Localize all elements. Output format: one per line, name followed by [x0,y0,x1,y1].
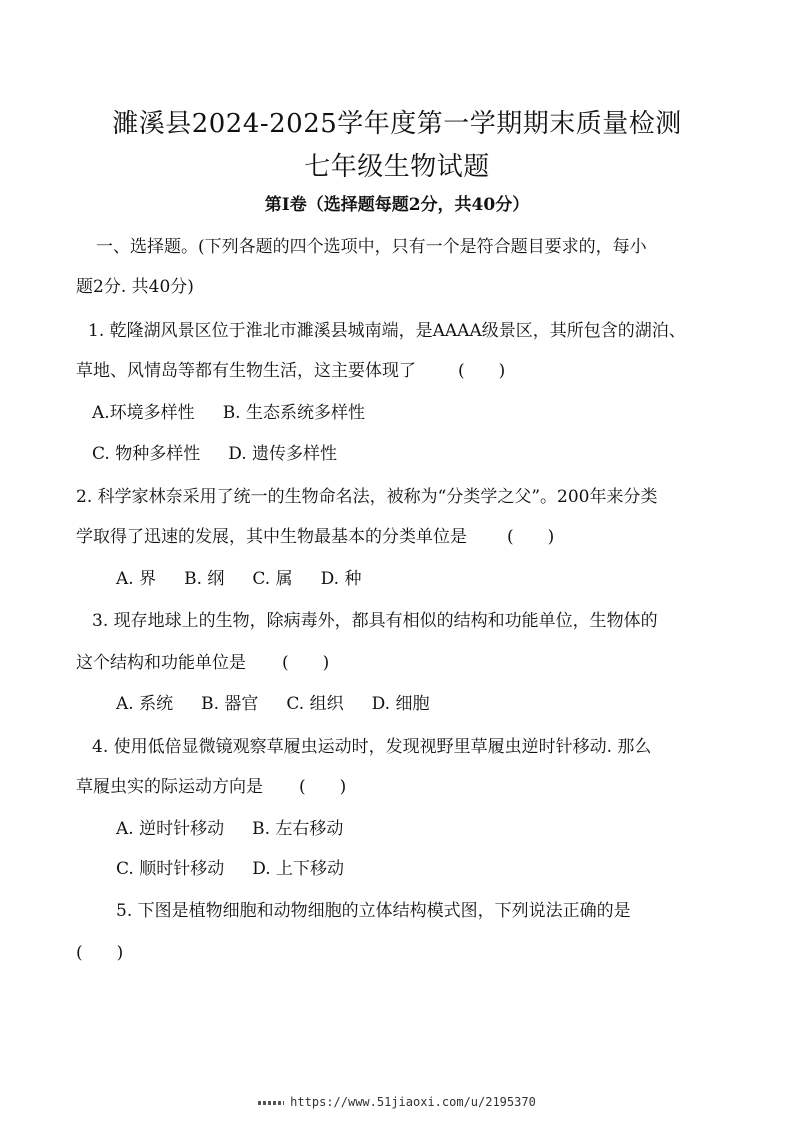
q4-stem-line-2 [76,772,346,797]
q3-option-c: C. 组织 [286,694,344,714]
q4-options-row-2 [116,854,372,879]
section-heading: 第Ⅰ卷（选择题每题2分，共40分） [264,195,530,215]
q5-stem-line-1: 5. 下图是植物细胞和动物细胞的立体结构模式图，下列说法正确的是 [116,901,631,921]
q2-options-row [116,564,389,589]
page-footer [0,1095,794,1109]
exam-title: 濉溪县2024-2025学年度第一学期期末质量检测 [112,109,682,139]
q1-options-row-2 [92,439,365,464]
q2-option-b: B. 纲 [184,569,225,589]
q2-option-d: D. 种 [320,569,362,589]
q3-stem-line-1: 3. 现存地球上的生物，除病毒外，都具有相似的结构和功能单位，生物体的 [92,611,658,631]
q1-stem-text: 草地、风情岛等都有生物生活，这主要体现了 [76,361,416,381]
q2-option-a: A. 界 [116,569,157,589]
q2-option-c: C. 属 [252,569,293,589]
exam-subtitle: 七年级生物试题 [304,152,490,182]
q4-stem-line-1: 4. 使用低倍显微镜观察草履虫运动时，发现视野里草履虫逆时针移动. 那么 [92,737,652,757]
watermark-stamp-icon [258,1101,284,1105]
q1-option-b: B. 生态系统多样性 [222,403,365,423]
q2-answer-blank: ( ) [507,527,555,547]
instructions-line-1: 一、选择题。(下列各题的四个选项中，只有一个是符合题目要求的，每小 [96,237,647,257]
footer-url: https://www.51jiaoxi.com/u/2195370 [290,1095,536,1109]
q3-answer-blank: ( ) [282,653,330,673]
q2-stem-line-2 [76,522,554,547]
q1-option-d: D. 遗传多样性 [228,444,338,464]
q3-option-d: D. 细胞 [371,694,430,714]
q3-stem-text: 这个结构和功能单位是 [76,653,246,673]
q2-stem-line-1: 2. 科学家林奈采用了统一的生物命名法，被称为“分类学之父”。200年来分类 [76,487,658,507]
q1-option-c: C. 物种多样性 [92,444,201,464]
q4-option-b: B. 左右移动 [252,819,344,839]
q5-answer-blank: ( ) [76,943,124,963]
q1-answer-blank: ( ) [458,361,506,381]
q1-option-a: A.环境多样性 [92,403,195,423]
q3-options-row [116,689,457,714]
q4-options-row-1 [116,814,371,839]
q1-stem-line-2 [76,356,505,381]
q2-stem-text: 学取得了迅速的发展，其中生物最基本的分类单位是 [76,527,467,547]
q3-option-b: B. 器官 [201,694,259,714]
q4-stem-text: 草履虫实的际运动方向是 [76,777,263,797]
q4-answer-blank: ( ) [299,777,347,797]
q4-option-c: C. 顺时针移动 [116,859,225,879]
q4-option-a: A. 逆时针移动 [116,819,225,839]
q3-stem-line-2 [76,648,329,673]
q1-options-row-1 [92,398,393,423]
instructions-line-2: 题2分. 共40分) [76,277,194,297]
q3-option-a: A. 系统 [116,694,174,714]
q4-option-d: D. 上下移动 [252,859,345,879]
q1-stem-line-1: 1. 乾隆湖风景区位于淮北市濉溪县城南端，是AAAA级景区，其所包含的湖泊、 [88,321,686,341]
